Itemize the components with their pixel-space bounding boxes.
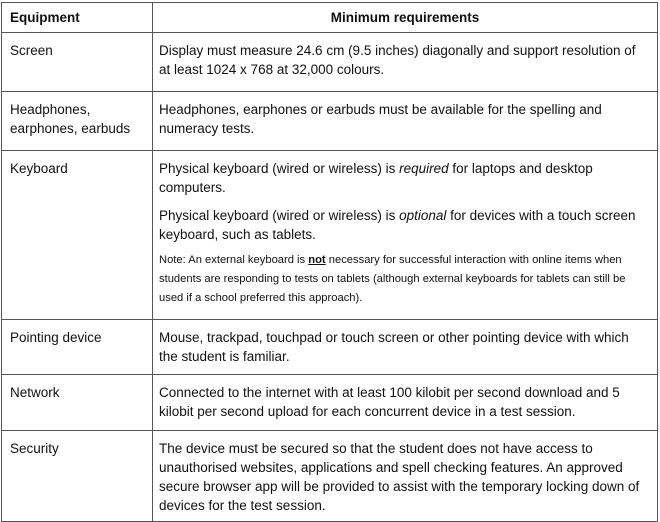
text-segment: Physical keyboard (wired or wireless) is [159, 208, 400, 223]
requirements-column-header: Minimum requirements [153, 3, 658, 33]
table-row-headphones [2, 92, 658, 151]
text-segment: for laptops and desktop computers. [159, 161, 593, 195]
requirement-text: Headphones, earphones or earbuds must be available for the spelling and numeracy tests. [159, 102, 602, 136]
emphasis-not: not [308, 254, 326, 266]
requirement-cell [153, 92, 658, 151]
requirement-cell [153, 33, 658, 92]
table-body [2, 33, 658, 522]
text-segment: for devices with a touch screen keyboard, such as tablets. [159, 208, 636, 242]
equipment-cell: Headphones, earphones, earbuds [2, 92, 153, 151]
requirements-table [1, 2, 658, 522]
text-segment: Physical keyboard (wired or wireless) is [159, 161, 400, 176]
requirement-cell [153, 375, 658, 431]
equipment-cell: Screen [2, 33, 153, 92]
requirement-cell [153, 320, 658, 375]
equipment-cell: Keyboard [2, 151, 153, 320]
emphasis-optional: optional [399, 208, 447, 223]
requirement-text: Mouse, trackpad, touchpad or touch screen or other pointing device with which the student is familiar. [159, 330, 629, 364]
requirement-cell [153, 151, 658, 320]
table-header [2, 3, 658, 33]
table-row-screen [2, 33, 658, 92]
keyboard-note [159, 251, 647, 308]
keyboard-optional-paragraph [159, 206, 647, 244]
equipment-column-header: Equipment [2, 3, 153, 33]
equipment-cell: Pointing device [2, 320, 153, 375]
table-row-network [2, 375, 658, 431]
equipment-cell: Network [2, 375, 153, 431]
table-row-keyboard [2, 151, 658, 320]
header-row [2, 3, 658, 33]
requirement-text: Connected to the internet with at least 100 kilobit per second download and 5 kilobit per second upload for each concurrent device in a test session. [159, 385, 620, 419]
table-row-pointing-device [2, 320, 658, 375]
requirement-cell [153, 431, 658, 522]
requirement-text: Display must measure 24.6 cm (9.5 inches) diagonally and support resolution of at least 1024 x 768 at 32,000 colours. [159, 43, 636, 77]
equipment-cell: Security [2, 431, 153, 522]
requirement-text: The device must be secured so that the student does not have access to unauthorised websites, applications and spell checking features. An approved secure browser app will be provided to assist with the temporary locking down of devices for the test session. [159, 441, 640, 513]
emphasis-required: required [399, 161, 449, 176]
table-row-security [2, 431, 658, 522]
text-segment: necessary for successful interaction with online items when students are responding to tests on tablets (although external keyboards for tablets can still be used if a school preferred this approach). [159, 254, 626, 304]
text-segment: Note: An external keyboard is [159, 254, 309, 266]
keyboard-required-paragraph [159, 159, 647, 197]
